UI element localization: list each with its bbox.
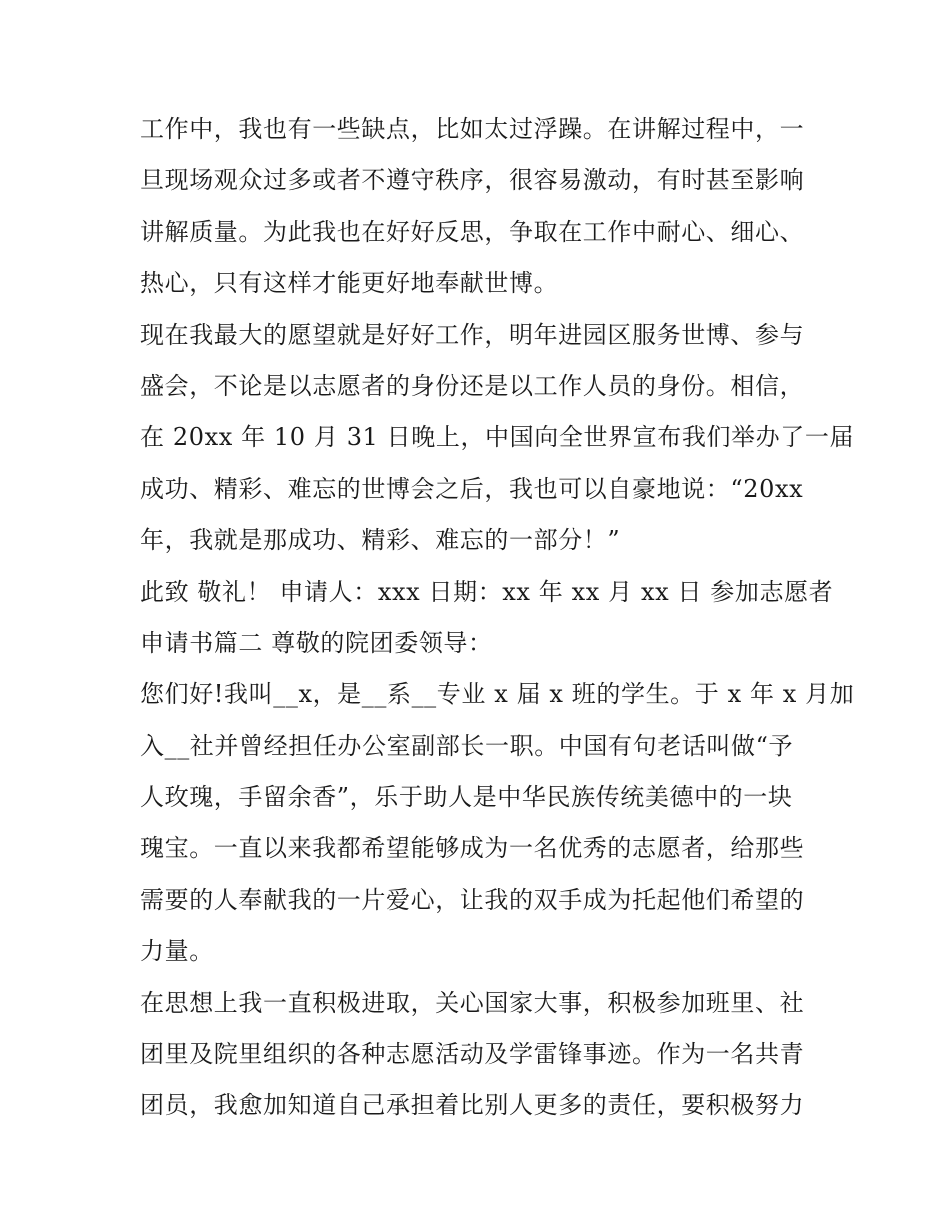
text-line: 您们好!我叫__x，是__系__专业 x 届 x 班的学生。于 x 年 x 月加 (140, 680, 855, 709)
text-line: 瑰宝。一直以来我都希望能够成为一名优秀的志愿者，给那些 (140, 834, 805, 863)
text-line: 旦现场观众过多或者不遵守秩序，很容易激动，有时甚至影响 (140, 166, 805, 195)
text-line: 盛会，不论是以志愿者的身份还是以工作人员的身份。相信， (140, 371, 805, 400)
text-line: 入__社并曾经担任办公室副部长一职。中国有句老话叫做“予 (140, 731, 794, 760)
text-line: 人玫瑰，手留余香”，乐于助人是中华民族传统美德中的一块 (140, 783, 793, 812)
text-line: 申请书篇二 尊敬的院团委领导： (140, 628, 493, 657)
text-line: 团员，我愈加知道自己承担着比别人更多的责任，要积极努力 (140, 1091, 805, 1120)
text-line: 需要的人奉献我的一片爱心，让我的双手成为托起他们希望的 (140, 885, 805, 914)
text-line: 力量。 (140, 937, 214, 966)
text-line: 工作中，我也有一些缺点，比如太过浮躁。在讲解过程中，一 (140, 115, 805, 143)
text-line: 现在我最大的愿望就是好好工作，明年进园区服务世博、参与 (140, 320, 805, 349)
text-line: 此致 敬礼！ 申请人：xxx 日期：xx 年 xx 月 xx 日 参加志愿者 (140, 577, 834, 606)
text-line: 团里及院里组织的各种志愿活动及学雷锋事迹。作为一名共青 (140, 1040, 805, 1069)
document-body (140, 104, 855, 1132)
text-line: 讲解质量。为此我也在好好反思，争取在工作中耐心、细心、 (140, 217, 805, 246)
text-line: 年，我就是那成功、精彩、难忘的一部分！” (140, 526, 621, 555)
text-line: 在思想上我一直积极进取，关心国家大事，积极参加班里、社 (140, 988, 805, 1017)
text-line: 热心，只有这样才能更好地奉献世博。 (140, 269, 559, 298)
text-line: 成功、精彩、难忘的世博会之后，我也可以自豪地说：“20xx (140, 474, 804, 503)
text-line: 在 20xx 年 10 月 31 日晚上，中国向全世界宣布我们举办了一届 (140, 423, 855, 452)
